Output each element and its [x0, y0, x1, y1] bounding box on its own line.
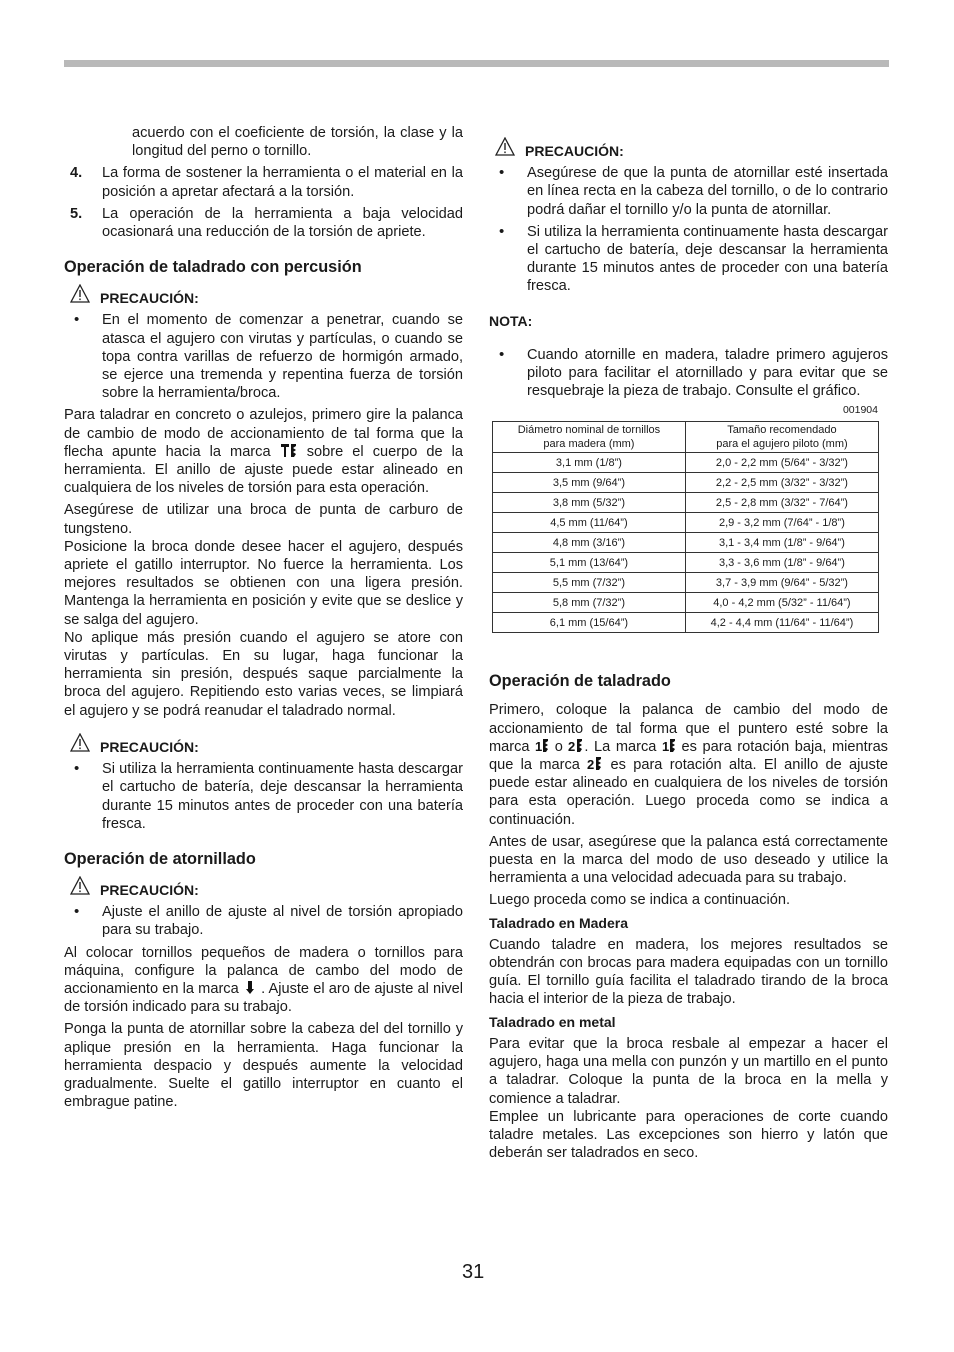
bullet-text: Si utiliza la herramienta continuamente hasta descargar el cartucho de batería, deje descansar la herramienta durante 15 minutos antes de proceder con una batería fresca. [102, 761, 463, 832]
bullet-dot: • [499, 222, 505, 240]
paragraph: Cuando taladre en madera, los mejores resultados se obtendrán con brocas para madera equipadas con un tornillo guía. El tornillo guía facilita el taladrado tirando de la broca hacia el interior de la pieza de trabajo. [489, 936, 888, 1008]
table-cell: 4,2 - 4,4 mm (11/64” - 11/64”) [685, 613, 878, 633]
caution-bullet [64, 903, 463, 939]
table-row [493, 493, 879, 513]
table-row [493, 473, 879, 493]
hammer-drill-mode-icon [280, 443, 298, 458]
page-number: 31 [462, 1261, 485, 1283]
table-cell: 5,5 mm (7/32”) [493, 573, 686, 593]
bullet-dot: • [74, 311, 80, 329]
caution-label [489, 142, 888, 160]
paragraph [64, 406, 463, 497]
heading-percussion-drilling: Operación de taladrado con percusión [64, 258, 362, 277]
bullet-text: Ajuste el anillo de ajuste al nivel de torsión apropiado para su trabajo. [102, 904, 463, 939]
table-row [493, 613, 879, 633]
table-cell: 4,8 mm (3/16”) [493, 533, 686, 553]
svg-text:2: 2 [587, 757, 595, 772]
text: Para taladrar en concreto o azulejos, primero gire la palanca de cambio de modo de accionamiento de tal forma que la flecha apunte hacia la marca [64, 407, 463, 460]
caution-bullet [64, 311, 463, 402]
warning-triangle-icon [495, 137, 515, 156]
note-label: NOTA: [489, 312, 533, 329]
high-speed-mark-icon [587, 756, 603, 771]
paragraph [489, 701, 888, 828]
item-number: 5. [70, 205, 83, 222]
table-cell: 4,0 - 4,2 mm (5/32” - 11/64”) [685, 593, 878, 613]
text: . Ajuste el aro de ajuste al nivel de torsión indicado para su trabajo. [64, 980, 464, 1016]
table-cell: 3,1 - 3,4 mm (1/8” - 9/64”) [685, 533, 878, 553]
caution-label [64, 738, 463, 756]
caution-text: PRECAUCIÓN: [100, 290, 199, 307]
table-cell: 2,0 - 2,2 mm (5/64” - 3/32”) [685, 453, 878, 473]
text: es para rotación alta. El anillo de ajuste puede estar alineado en cualquiera de los niveles de torsión para esta operación. Luego proceda como se indica a continuación. [489, 757, 888, 828]
bullet-text: Asegúrese de que la punta de atornillar esté insertada en línea recta en la cabeza del tornillo, o de lo contrario podrá dañar el tornillo y/o la punta de atornillar. [527, 165, 888, 218]
table-row [493, 533, 879, 553]
paragraph: Luego proceda como se indica a continuación. [489, 892, 790, 909]
caution-text: PRECAUCIÓN: [100, 881, 199, 898]
caution-text: PRECAUCIÓN: [100, 738, 199, 755]
table-cell: 2,9 - 3,2 mm (7/64” - 1/8”) [685, 513, 878, 533]
warning-triangle-icon [70, 284, 90, 303]
caution-label [64, 289, 463, 307]
bullet-dot: • [74, 903, 80, 921]
paragraph: Emplee un lubricante para operaciones de corte cuando taladre metales. Las excepciones son hierro y latón que deberán ser taladrados en seco. [489, 1108, 888, 1162]
table-cell: 2,5 - 2,8 mm (3/32” - 7/64”) [685, 493, 878, 513]
text: sobre el cuerpo de la herramienta. El anillo de ajuste puede estar alineado en cualquiera de los niveles de torsión para esta operación. [64, 443, 464, 497]
heading-drilling: Operación de taladrado [489, 672, 671, 691]
table-cell: 3,8 mm (5/32”) [493, 493, 686, 513]
bullet-dot: • [499, 164, 505, 182]
heading-screwdriving: Operación de atornillado [64, 849, 256, 868]
list-item-5 [64, 205, 463, 241]
note-bullet [489, 346, 888, 401]
svg-text:1: 1 [661, 738, 670, 753]
table-header-row [493, 422, 879, 453]
table-row [493, 573, 879, 593]
table-cell: 3,7 - 3,9 mm (9/64” - 5/32”) [685, 573, 878, 593]
paragraph: Asegúrese de utilizar una broca de punta de carburo de tungsteno. [64, 502, 463, 537]
subheading-metal: Taladrado en metal [489, 1013, 616, 1030]
header-line: para madera (mm) [543, 438, 635, 451]
item-text: La forma de sostener la herramienta o el material en la posición a apretar afectará a la torsión. [102, 165, 463, 200]
column-header-pilot-hole [685, 422, 878, 453]
table-cell: 4,5 mm (11/64”) [493, 513, 686, 533]
table-cell: 5,1 mm (13/64”) [493, 553, 686, 573]
table-cell: 3,5 mm (9/64”) [493, 473, 686, 493]
table-row [493, 553, 879, 573]
low-speed-mark-icon [535, 738, 549, 753]
left-column [64, 124, 463, 1115]
subheading-wood: Taladrado en Madera [489, 914, 629, 931]
paragraph: Para evitar que la broca resbale al empezar a hacer el agujero, haga una mella con punzón y un martillo en el punto a taladrar. Coloque la punta de la broca en la mella y comience a taladrar. [489, 1035, 888, 1107]
paragraph: Posicione la broca donde desee hacer el agujero, después apriete el gatillo interruptor. No fuerce la herramienta. Los mejores resultados se obtienen con una ligera presión. Mantenga la herramienta en posición y evite que se deslice y se salga del agujero. [64, 538, 463, 628]
caution-label [64, 881, 463, 899]
paragraph: Ponga la punta de atornillar sobre la cabeza del del tornillo y aplique presión en la herramienta. Haga funcionar la herramienta despacio y después aumente la velocidad gradualmente. Suelte el gatillo interruptor en cuanto el embrague patine. [64, 1021, 463, 1111]
text: es para rotación baja, mientras que la marca [489, 738, 888, 774]
header-line: Diámetro nominal de tornillos [517, 424, 661, 437]
list-item-4 [64, 164, 463, 200]
warning-triangle-icon [70, 733, 90, 752]
pilot-hole-table [492, 421, 879, 633]
right-column [489, 142, 888, 1166]
header-line: Tamaño recomendado [727, 424, 837, 437]
table-cell: 5,8 mm (7/32”) [493, 593, 686, 613]
table-cell: 6,1 mm (15/64”) [493, 613, 686, 633]
table-row [493, 513, 879, 533]
text: Primero, coloque la palanca de cambio del modo de accionamiento de tal forma que el puntero esté sobre la marca [489, 702, 888, 755]
bullet-text: Si utiliza la herramienta continuamente hasta descargar el cartucho de batería, deje descansar la herramienta durante 15 minutos antes de proceder con una batería fresca. [527, 223, 888, 295]
bullet-text: Cuando atornille en madera, taladre primero agujeros piloto para facilitar el atornillado y para evitar que se resquebraje la pieza de trabajo. Consulte el gráfico. [527, 346, 888, 400]
caution-bullet [489, 164, 888, 219]
svg-text:1: 1 [535, 738, 543, 753]
bullet-dot: • [499, 345, 505, 363]
figure-code: 001904 [842, 404, 878, 417]
caution-bullet [489, 223, 888, 296]
header-line: para el agujero piloto (mm) [716, 438, 848, 451]
column-header-screw-diameter [493, 422, 686, 453]
item-number: 4. [70, 165, 83, 182]
paragraph: No aplique más presión cuando el agujero se atore con virutas y partículas. En su lugar, haga funcionar la herramienta sin presión, después saque parcialmente la broca del agujero. Repitiendo esto varias veces, se limpiará el agujero y se podrá reanudar el taladrado normal. [64, 629, 463, 719]
table-cell: 3,3 - 3,6 mm (1/8” - 9/64”) [685, 553, 878, 573]
svg-text:2: 2 [568, 738, 576, 753]
high-speed-mark-icon [568, 738, 584, 753]
caution-bullet [64, 760, 463, 833]
caution-text: PRECAUCIÓN: [525, 143, 624, 159]
paragraph: Antes de usar, asegúrese que la palanca está correctamente puesta en la marca del modo de uso deseado y utilice la herramienta a una velocidad adecuada para su trabajo. [489, 833, 888, 887]
text: . La marca [584, 738, 657, 755]
table-row [493, 593, 879, 613]
bullet-dot: • [74, 760, 80, 778]
header-rule [64, 60, 889, 67]
low-speed-mark-icon [662, 738, 676, 753]
item-text: La operación de la herramienta a baja velocidad ocasionará una reducción de la torsión de apriete. [102, 205, 463, 241]
table-row [493, 453, 879, 473]
continued-text: acuerdo con el coeficiente de torsión, la clase y la longitud del perno o tornillo. [132, 125, 463, 160]
text: Al colocar tornillos pequeños de madera o tornillos para máquina, configure la palanca de cambo del modo de accionamiento en la marca [64, 944, 463, 997]
bullet-text: En el momento de comenzar a penetrar, cuando se atasca el agujero con virutas y partículas, o cuando se topa contra varillas de refuerzo de hormigón armado, se ejerce una tremenda y repentina fuerza de torsión sobre la herramienta/broca. [102, 312, 463, 402]
table-cell: 3,1 mm (1/8”) [493, 453, 686, 473]
paragraph [64, 944, 463, 1017]
warning-triangle-icon [70, 876, 90, 895]
table-cell: 2,2 - 2,5 mm (3/32” - 3/32”) [685, 473, 878, 493]
text: o [554, 738, 563, 755]
screwdriving-mode-icon [243, 980, 257, 995]
